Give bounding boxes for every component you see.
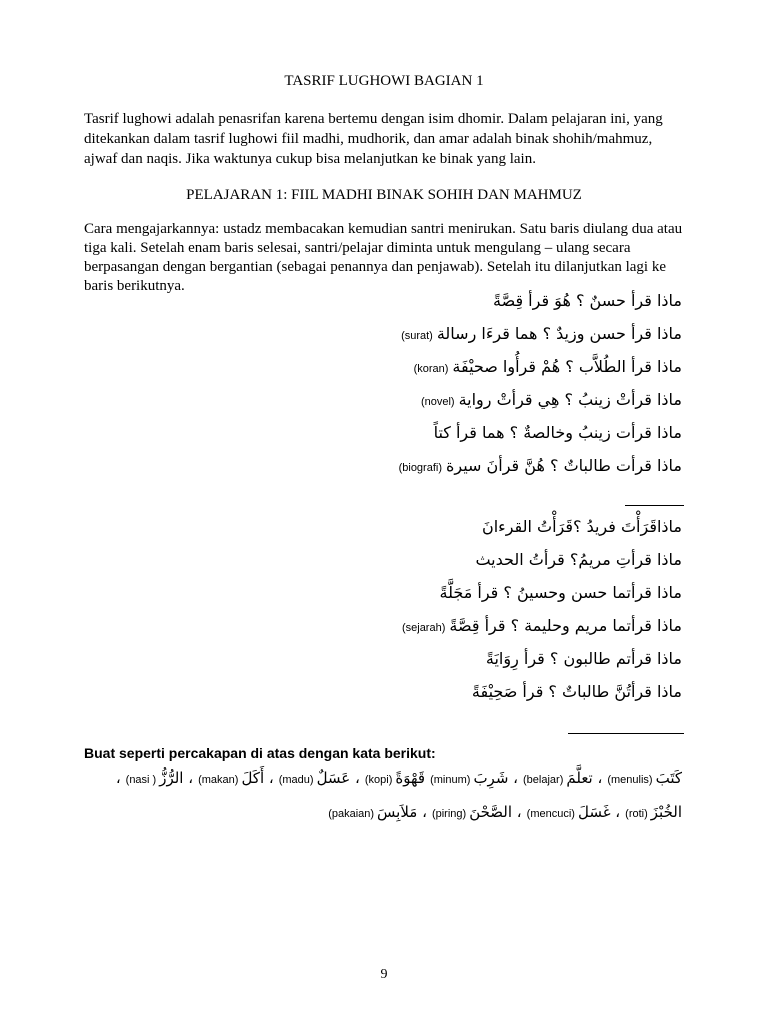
vocabulary-arabic: كَتَبَ bbox=[655, 769, 682, 787]
arabic-sentence: ماذا قرأ الطُلاَّب ؟ هُمْ قرأُوا صحيْفَة bbox=[452, 357, 682, 376]
vocabulary-arabic: ، أَكَلَ bbox=[241, 769, 274, 787]
page-title: TASRIF LUGHOWI BAGIAN 1 bbox=[284, 73, 484, 89]
page-number: 9 bbox=[380, 967, 388, 982]
vocabulary-gloss: (roti) bbox=[625, 808, 648, 820]
vocabulary-item bbox=[520, 767, 602, 791]
dialogue-line bbox=[398, 615, 682, 639]
vocabulary-line-2 bbox=[323, 801, 682, 825]
arabic-sentence: ماذا قرأتِ مريمُ؟ قرأتُ الحديث bbox=[475, 550, 682, 569]
arabic-sentence: ماذا قرأتْ زينبُ ؟ هِي قرأتْ رواية bbox=[458, 390, 682, 409]
gloss-label: (sejarah) bbox=[401, 622, 446, 634]
vocabulary-gloss: (belajar) bbox=[523, 774, 564, 786]
dialogue-line bbox=[482, 516, 682, 538]
divider-rule-2 bbox=[568, 733, 684, 734]
arabic-sentence: ماذا قرأتما حسن وحسينُ ؟ قرأ مَجَلَّةً bbox=[439, 583, 682, 602]
method-paragraph: Cara mengajarkannya: ustadz membacakan kemudian santri menirukan. Satu baris diulang dua atau tiga kali. Setelah enam baris selesai, santri/pelajar diminta untuk mengulang – ulang secara berpasangan dengan bergantian (sebagai penannya dan penjawab). Setelah itu dilanjutkan lagi ke baris berikutnya. bbox=[84, 221, 683, 294]
vocabulary-gloss: (nasi ) bbox=[125, 774, 157, 786]
dialogue-line bbox=[440, 582, 682, 604]
vocabulary-arabic: ، تعلَّمَ bbox=[566, 769, 603, 787]
vocabulary-gloss: (minum) bbox=[430, 774, 471, 786]
vocabulary-gloss: (menulis) bbox=[607, 774, 653, 786]
arabic-sentence: ماذا قرأ حسن وزيدٌ ؟ هما قرءَا رسالة bbox=[436, 324, 682, 343]
dialogue-line bbox=[475, 549, 682, 571]
gloss-label: (novel) bbox=[420, 396, 455, 408]
vocabulary-item bbox=[362, 767, 425, 791]
vocabulary-gloss: (kopi) bbox=[364, 774, 393, 786]
arabic-sentence: ماذا قرأتما مريم وحليمة ؟ قرأ قِصَّةً bbox=[449, 616, 682, 635]
vocabulary-item bbox=[429, 801, 522, 825]
intro-paragraph: Tasrif lughowi adalah penasrifan karena bertemu dengan isim dhomir. Dalam pelajaran ini, yang ditekankan dalam tasrif lughowi fiil madhi, mudhorik, dan amar adalah binak shohih/mahmuz, ajwaf dan naqis. Jika waktunya cukup bisa melanjutkan ke binak yang lain. bbox=[84, 111, 663, 167]
vocabulary-arabic: ، مَلاَبِسَ bbox=[377, 803, 427, 821]
vocabulary-arabic: ، الرُّزُّ bbox=[159, 769, 194, 787]
vocabulary-item bbox=[123, 767, 193, 791]
vocabulary-gloss: (piring) bbox=[431, 808, 467, 820]
lesson-heading: PELAJARAN 1: FIIL MADHI BINAK SOHIH DAN MAHMUZ bbox=[186, 187, 582, 203]
exercise-instruction: Buat seperti percakapan di atas dengan kata berikut: bbox=[84, 745, 436, 761]
arabic-sentence: ماذا قرأت زينبُ وخالصةٌ ؟ هما قرأ كتاً bbox=[433, 423, 682, 442]
vocabulary-item bbox=[427, 767, 518, 791]
vocabulary-arabic: ، bbox=[115, 769, 121, 787]
vocabulary-item bbox=[604, 767, 682, 791]
dialogue-set-1 bbox=[82, 290, 682, 480]
vocabulary-arabic: الخُبْزَ bbox=[650, 803, 682, 821]
dialogue-line bbox=[397, 323, 682, 347]
gloss-label: (biografi) bbox=[398, 462, 442, 474]
vocabulary-gloss: (pakaian) bbox=[328, 808, 375, 820]
vocabulary-gloss: (madu) bbox=[278, 774, 314, 786]
gloss-label: (surat) bbox=[401, 330, 433, 342]
dialogue-line bbox=[410, 356, 682, 380]
arabic-sentence: ماذاقَرَأْتَ فريدُ ؟قَرَأْتُ القرءانَ bbox=[481, 517, 682, 536]
vocabulary-item bbox=[195, 767, 274, 791]
arabic-sentence: ماذا قرأ حسنٌ ؟ هُوَ قرأ قِصَّةً bbox=[492, 291, 682, 310]
vocabulary-arabic: ، شَرِبَ bbox=[473, 769, 519, 787]
vocabulary-arabic: قَهْوَةً bbox=[395, 769, 426, 787]
vocabulary-gloss: (makan) bbox=[198, 774, 239, 786]
vocabulary-line-1 bbox=[114, 767, 682, 791]
vocabulary-arabic: ، الصَّحْنَ bbox=[469, 803, 522, 821]
vocabulary-item bbox=[622, 801, 682, 825]
dialogue-line bbox=[434, 422, 682, 444]
dialogue-line bbox=[395, 455, 682, 479]
vocabulary-arabic: ، غَسَلَ bbox=[577, 803, 621, 821]
gloss-label: (koran) bbox=[413, 363, 449, 375]
vocabulary-item bbox=[116, 767, 121, 789]
dialogue-line bbox=[417, 389, 682, 413]
dialogue-line bbox=[493, 290, 682, 312]
dialogue-line bbox=[486, 648, 682, 670]
vocabulary-item bbox=[276, 767, 360, 791]
arabic-sentence: ماذا قرأت طالباتٌ ؟ هُنَّ قرأنَ سيرة bbox=[446, 456, 682, 475]
vocabulary-item bbox=[524, 801, 621, 825]
arabic-sentence: ماذا قرأتُنَّ طالباتٌ ؟ قرأ صَحِيْفَةً bbox=[471, 682, 682, 701]
vocabulary-item bbox=[325, 801, 427, 825]
dialogue-line bbox=[472, 681, 682, 703]
vocabulary-gloss: (mencuci) bbox=[526, 808, 575, 820]
divider-rule-1 bbox=[625, 505, 684, 506]
vocabulary-arabic: ، عَسَلٌ bbox=[316, 769, 360, 787]
dialogue-set-2 bbox=[82, 516, 682, 716]
arabic-sentence: ماذا قرأتم طالبون ؟ قرأ رِوَايَةً bbox=[485, 649, 682, 668]
